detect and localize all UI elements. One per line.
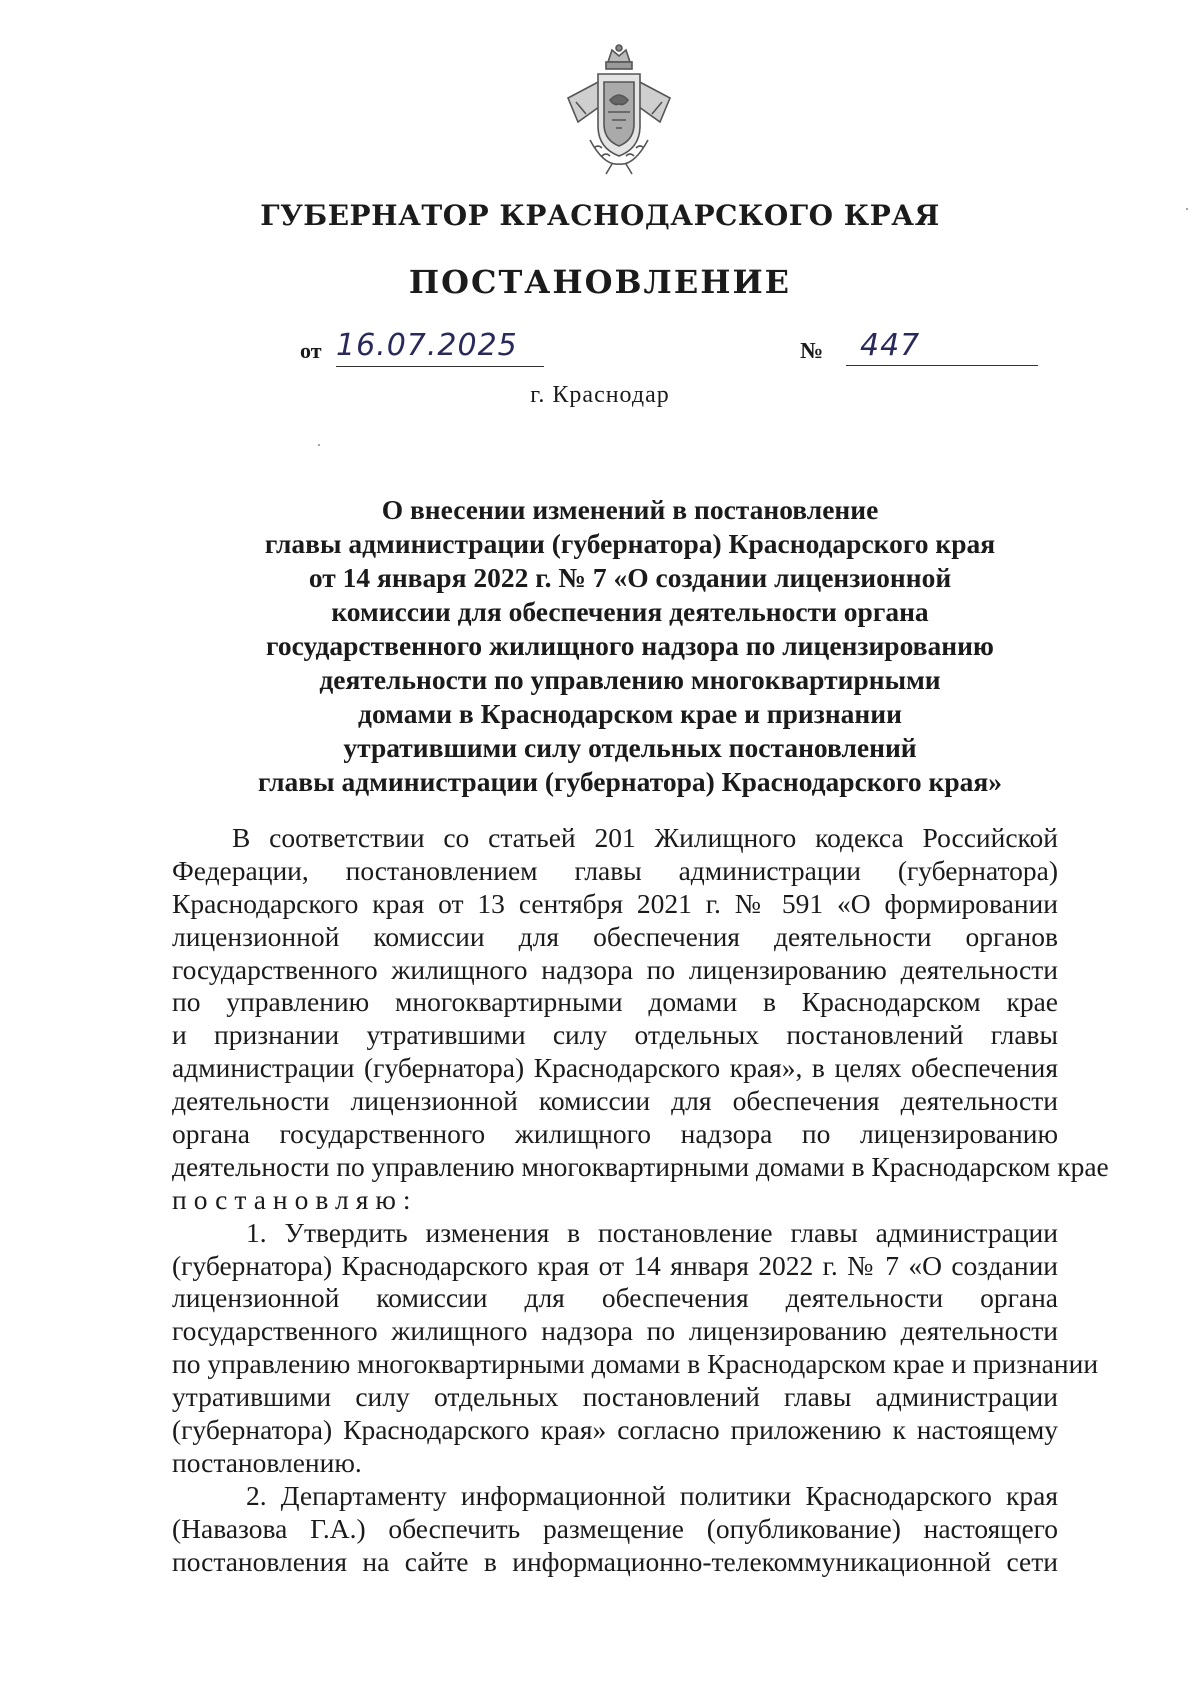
- clause-1-line: 1. Утвердить изменения в постановление главы администрации: [246, 1216, 1058, 1248]
- body-line: утратившими силу отдельных постановлений главы администрации: [172, 1381, 1058, 1413]
- body-line: по управлению многоквартирными домами в Краснодарском крае: [172, 986, 1058, 1018]
- title-line: главы администрации (губернатора) Краснодарского края: [264, 528, 996, 559]
- body-line: администрации (губернатора) Краснодарского края», в целях обеспечения: [172, 1052, 1058, 1084]
- body-line: постановления на сайте в информационно-телекоммуникационной сети: [172, 1545, 1058, 1577]
- body-line: Федерации, постановлением главы администрации (губернатора): [172, 854, 1058, 886]
- document-title: [230, 493, 1030, 799]
- authority-heading: ГУБЕРНАТОР КРАСНОДАРСКОГО КРАЯ: [260, 199, 940, 232]
- handwritten-date: 16.07.2025: [336, 326, 544, 367]
- city-line: г. Краснодар: [530, 382, 670, 408]
- resolution-word: постановляю:: [172, 1183, 418, 1215]
- scan-speck: [1186, 208, 1188, 210]
- title-line: комиссии для обеспечения деятельности органа: [331, 596, 929, 627]
- body-line: (Навазова Г.А.) обеспечить размещение (опубликование) настоящего: [172, 1512, 1058, 1544]
- document-type-heading: ПОСТАНОВЛЕНИЕ: [408, 263, 792, 301]
- title-line: государственного жилищного надзора по лицензированию: [266, 630, 994, 661]
- scan-speck: [318, 444, 320, 446]
- body-line: деятельности лицензионной комиссии для обеспечения деятельности: [172, 1085, 1058, 1117]
- body-line: деятельности по управлению многоквартирными домами в Краснодарском крае: [172, 1150, 1109, 1182]
- body-line: постановлению.: [172, 1446, 362, 1478]
- date-prefix: от: [300, 338, 322, 363]
- clause-2-line: 2. Департаменту информационной политики Краснодарского края: [246, 1479, 1058, 1511]
- body-line: (губернатора) Краснодарского края» согласно приложению к настоящему: [172, 1414, 1058, 1446]
- document-body: [172, 822, 1109, 1578]
- body-line: (губернатора) Краснодарского края от 14 января 2022 г. № 7 «О создании: [172, 1249, 1058, 1281]
- body-line: государственного жилищного надзора по лицензированию деятельности: [172, 953, 1058, 985]
- title-line: О внесении изменений в постановление: [381, 494, 879, 525]
- body-line: лицензионной комиссии для обеспечения деятельности органа: [172, 1282, 1058, 1314]
- title-line: домами в Краснодарском крае и признании: [358, 698, 902, 729]
- number-label: №: [800, 338, 824, 363]
- date-number-line: [0, 330, 1200, 374]
- body-line: Краснодарского края от 13 сентября 2021 г. № 591 «О формировании: [172, 887, 1058, 919]
- body-line: по управлению многоквартирными домами в Краснодарском крае и признании: [172, 1348, 1099, 1380]
- body-line: и признании утратившими силу отдельных постановлений главы: [172, 1019, 1058, 1051]
- title-line: от 14 января 2022 г. № 7 «О создании лицензионной: [308, 562, 952, 593]
- title-line: утратившими силу отдельных постановлений: [343, 732, 917, 763]
- body-line: лицензионной комиссии для обеспечения деятельности органов: [172, 920, 1058, 952]
- body-line: органа государственного жилищного надзора по лицензированию: [172, 1118, 1058, 1150]
- body-line: В соответствии со статьей 201 Жилищного кодекса Российской: [232, 822, 1058, 853]
- coat-of-arms-icon: [550, 40, 688, 180]
- body-line: государственного жилищного надзора по лицензированию деятельности: [172, 1315, 1058, 1347]
- handwritten-number: 447: [846, 326, 1038, 366]
- title-line: деятельности по управлению многоквартирными: [319, 664, 941, 695]
- title-line: главы администрации (губернатора) Краснодарского края»: [257, 766, 1002, 797]
